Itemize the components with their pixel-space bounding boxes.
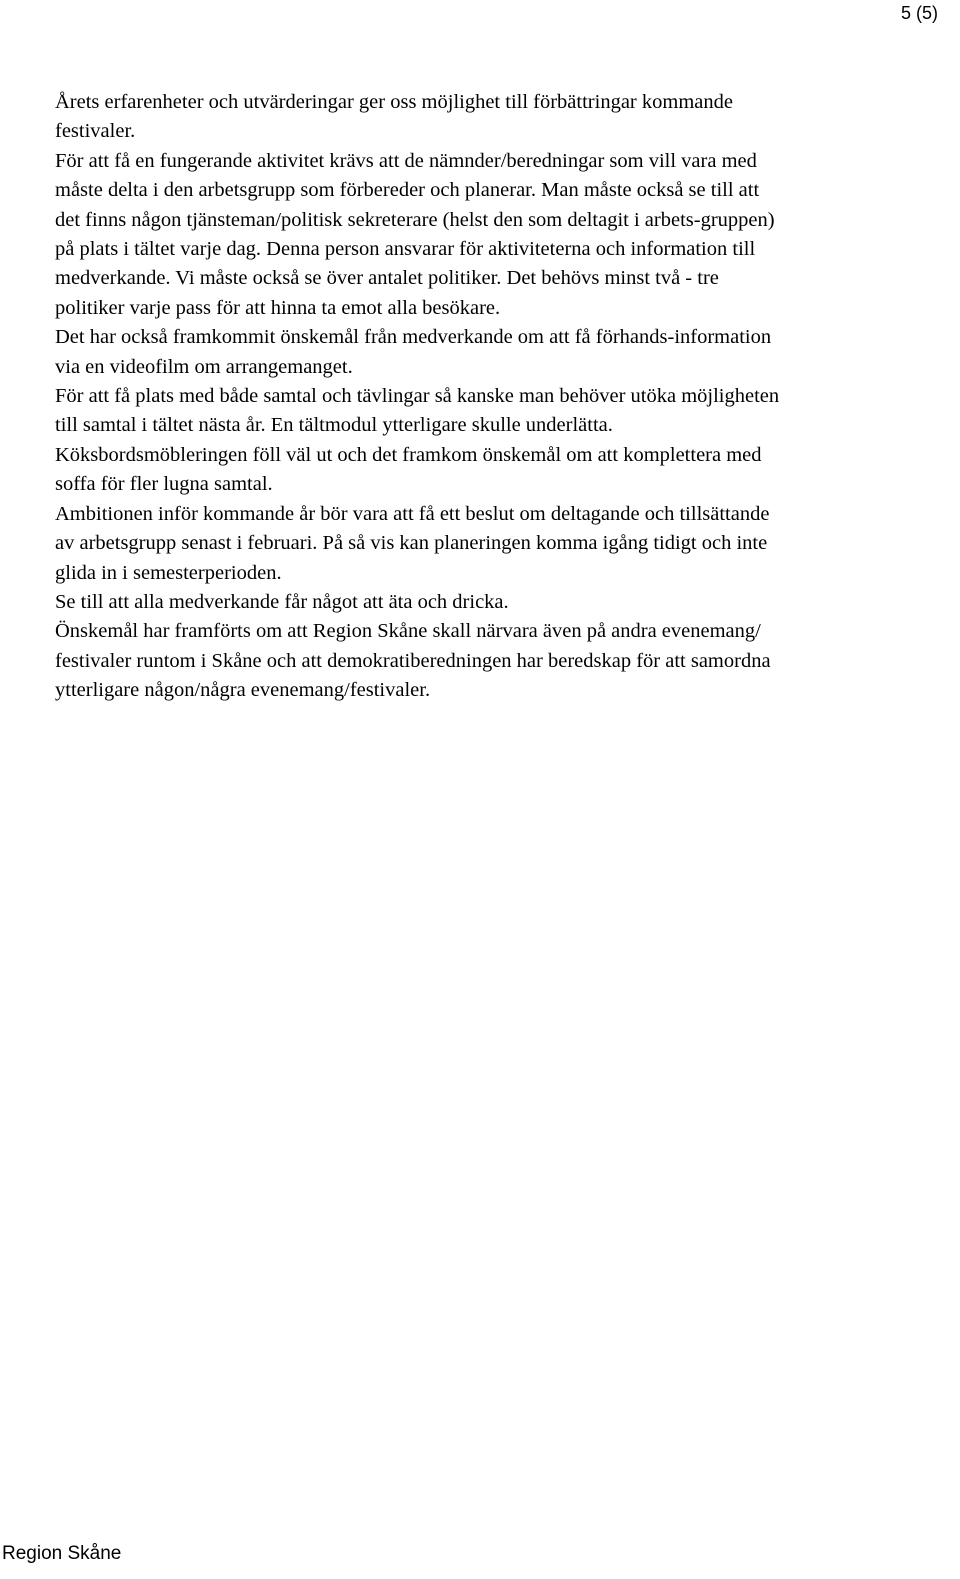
document-body <box>55 88 955 706</box>
text-line: Se till att alla medverkande får något att äta och dricka. <box>55 590 509 613</box>
text-line: festivaler runtom i Skåne och att demokratiberedningen har beredskap för att samordna <box>55 649 771 672</box>
text-line: till samtal i tältet nästa år. En tältmodul ytterligare skulle underlätta. <box>55 414 613 437</box>
text-line: Köksbordsmöbleringen föll väl ut och det framkom önskemål om att komplettera med <box>55 443 762 466</box>
text-line: via en videofilm om arrangemanget. <box>55 355 353 378</box>
text-line: av arbetsgrupp senast i februari. På så vis kan planeringen komma igång tidigt och inte <box>55 532 768 555</box>
text-line: måste delta i den arbetsgrupp som förbereder och planerar. Man måste också se till att <box>55 179 760 202</box>
text-line: Ambitionen inför kommande år bör vara att få ett beslut om deltagande och tillsättande <box>55 502 770 525</box>
footer-organization: Region Skåne <box>2 1543 122 1564</box>
text-line: soffa för fler lugna samtal. <box>55 473 273 496</box>
text-line: det finns någon tjänsteman/politisk sekreterare (helst den som deltagit i arbets-gruppen) <box>55 208 775 231</box>
text-line: För att få plats med både samtal och tävlingar så kanske man behöver utöka möjligheten <box>55 385 780 408</box>
text-line: på plats i tältet varje dag. Denna person ansvarar för aktiviteterna och information till <box>55 238 756 261</box>
text-line: politiker varje pass för att hinna ta emot alla besökare. <box>55 296 501 319</box>
text-line: ytterligare någon/några evenemang/festivaler. <box>55 679 431 702</box>
text-line: festivaler. <box>55 120 136 143</box>
text-line: medverkande. Vi måste också se över antalet politiker. Det behövs minst två - tre <box>55 267 719 290</box>
text-line: Önskemål har framförts om att Region Skåne skall närvara även på andra evenemang/ <box>55 620 761 643</box>
text-line: Det har också framkommit önskemål från medverkande om att få förhands-information <box>55 326 772 349</box>
text-line: glida in i semesterperioden. <box>55 561 282 584</box>
text-line: För att få en fungerande aktivitet krävs att de nämnder/beredningar som vill vara med <box>55 149 757 172</box>
text-line: Årets erfarenheter och utvärderingar ger oss möjlighet till förbättringar kommande <box>55 91 733 113</box>
page-number: 5 (5) <box>900 3 938 23</box>
